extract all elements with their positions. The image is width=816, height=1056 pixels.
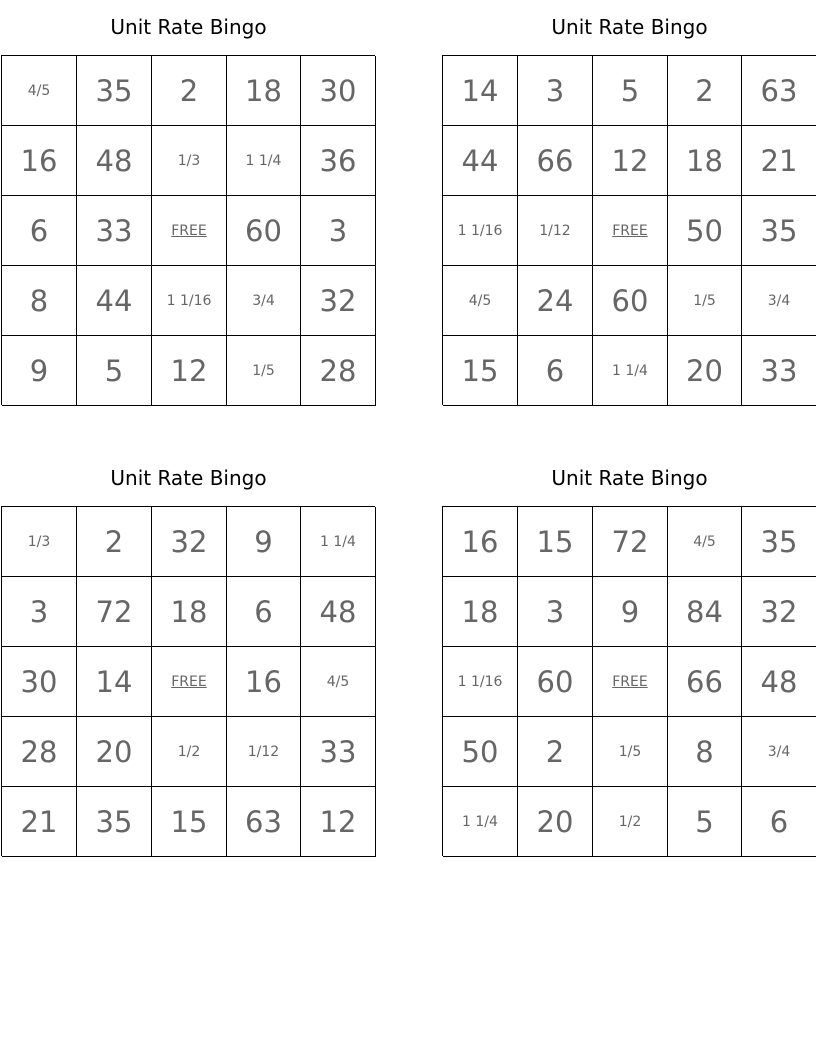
- free-space-cell: FREE: [593, 196, 668, 266]
- bingo-cell: 1/2: [593, 787, 668, 857]
- bingo-cell: 48: [742, 647, 816, 717]
- bingo-cell: 60: [227, 196, 301, 266]
- bingo-cell: 1 1/16: [443, 196, 518, 266]
- bingo-cell: 63: [742, 56, 816, 126]
- bingo-cell: 72: [77, 577, 152, 647]
- bingo-cell: 18: [152, 577, 227, 647]
- bingo-cell: 3: [2, 577, 77, 647]
- bingo-grid: [1, 55, 375, 405]
- bingo-cell: 1/3: [152, 126, 227, 196]
- bingo-cell: 28: [2, 717, 77, 787]
- bingo-cell: 20: [668, 336, 742, 406]
- bingo-cell: 84: [668, 577, 742, 647]
- card-title: Unit Rate Bingo: [110, 15, 267, 39]
- bingo-cell: 1 1/4: [301, 507, 376, 577]
- bingo-cell: 48: [77, 126, 152, 196]
- bingo-cell: 60: [593, 266, 668, 336]
- bingo-cell: 12: [152, 336, 227, 406]
- bingo-cell: 15: [443, 336, 518, 406]
- bingo-cell: 8: [2, 266, 77, 336]
- bingo-cell: 4/5: [301, 647, 376, 717]
- bingo-cell: 32: [742, 577, 816, 647]
- bingo-cell: 3/4: [742, 717, 816, 787]
- bingo-cell: 60: [518, 647, 593, 717]
- bingo-cell: 28: [301, 336, 376, 406]
- bingo-cell: 3: [301, 196, 376, 266]
- bingo-cell: 44: [77, 266, 152, 336]
- bingo-grid: [442, 506, 816, 856]
- bingo-cell: 9: [2, 336, 77, 406]
- bingo-cell: 5: [77, 336, 152, 406]
- bingo-cell: 36: [301, 126, 376, 196]
- bingo-cell: 16: [443, 507, 518, 577]
- bingo-cell: 2: [668, 56, 742, 126]
- bingo-cell: 14: [77, 647, 152, 717]
- bingo-cell: 9: [227, 507, 301, 577]
- bingo-cell: 1/5: [593, 717, 668, 787]
- bingo-cell: 15: [152, 787, 227, 857]
- bingo-cell: 18: [443, 577, 518, 647]
- bingo-cell: 30: [301, 56, 376, 126]
- bingo-cell: 1/12: [518, 196, 593, 266]
- bingo-cell: 1 1/4: [443, 787, 518, 857]
- bingo-cell: 1/5: [668, 266, 742, 336]
- bingo-cell: 1/12: [227, 717, 301, 787]
- bingo-cell: 30: [2, 647, 77, 717]
- bingo-cell: 12: [593, 126, 668, 196]
- bingo-cell: 1/5: [227, 336, 301, 406]
- bingo-cell: 3: [518, 577, 593, 647]
- bingo-cell: 1/2: [152, 717, 227, 787]
- bingo-cell: 35: [77, 787, 152, 857]
- bingo-cell: 1 1/4: [227, 126, 301, 196]
- bingo-cell: 5: [593, 56, 668, 126]
- free-space-cell: FREE: [152, 647, 227, 717]
- bingo-cell: 16: [227, 647, 301, 717]
- bingo-cell: 5: [668, 787, 742, 857]
- bingo-cell: 9: [593, 577, 668, 647]
- bingo-cell: 4/5: [443, 266, 518, 336]
- bingo-cell: 12: [301, 787, 376, 857]
- bingo-cell: 2: [77, 507, 152, 577]
- bingo-cell: 1 1/16: [443, 647, 518, 717]
- bingo-cell: 3: [518, 56, 593, 126]
- bingo-cell: 6: [518, 336, 593, 406]
- bingo-cell: 66: [668, 647, 742, 717]
- bingo-cell: 33: [77, 196, 152, 266]
- bingo-cell: 4/5: [2, 56, 77, 126]
- free-space-cell: FREE: [593, 647, 668, 717]
- bingo-cell: 14: [443, 56, 518, 126]
- bingo-cell: 4/5: [668, 507, 742, 577]
- bingo-grid: [442, 55, 816, 405]
- bingo-cell: 44: [443, 126, 518, 196]
- bingo-grid: [1, 506, 375, 856]
- bingo-cell: 1/3: [2, 507, 77, 577]
- bingo-cell: 2: [518, 717, 593, 787]
- card-title: Unit Rate Bingo: [551, 15, 708, 39]
- bingo-cell: 66: [518, 126, 593, 196]
- bingo-cell: 8: [668, 717, 742, 787]
- bingo-cell: 48: [301, 577, 376, 647]
- bingo-cell: 15: [518, 507, 593, 577]
- bingo-cell: 35: [742, 196, 816, 266]
- bingo-cell: 35: [742, 507, 816, 577]
- bingo-cell: 72: [593, 507, 668, 577]
- bingo-cell: 21: [742, 126, 816, 196]
- bingo-cell: 63: [227, 787, 301, 857]
- bingo-cell: 32: [301, 266, 376, 336]
- bingo-cell: 16: [2, 126, 77, 196]
- bingo-cell: 2: [152, 56, 227, 126]
- bingo-cell: 18: [227, 56, 301, 126]
- card-title: Unit Rate Bingo: [551, 466, 708, 490]
- bingo-cell: 3/4: [742, 266, 816, 336]
- bingo-cell: 18: [668, 126, 742, 196]
- bingo-cell: 1 1/4: [593, 336, 668, 406]
- bingo-cell: 1 1/16: [152, 266, 227, 336]
- card-title: Unit Rate Bingo: [110, 466, 267, 490]
- bingo-cell: 21: [2, 787, 77, 857]
- bingo-cell: 24: [518, 266, 593, 336]
- bingo-cell: 3/4: [227, 266, 301, 336]
- bingo-cell: 20: [77, 717, 152, 787]
- bingo-cell: 33: [742, 336, 816, 406]
- bingo-cell: 6: [2, 196, 77, 266]
- bingo-cell: 33: [301, 717, 376, 787]
- bingo-cell: 35: [77, 56, 152, 126]
- bingo-cell: 50: [668, 196, 742, 266]
- bingo-cell: 6: [227, 577, 301, 647]
- free-space-cell: FREE: [152, 196, 227, 266]
- bingo-cell: 50: [443, 717, 518, 787]
- bingo-cell: 20: [518, 787, 593, 857]
- bingo-cell: 32: [152, 507, 227, 577]
- bingo-cell: 6: [742, 787, 816, 857]
